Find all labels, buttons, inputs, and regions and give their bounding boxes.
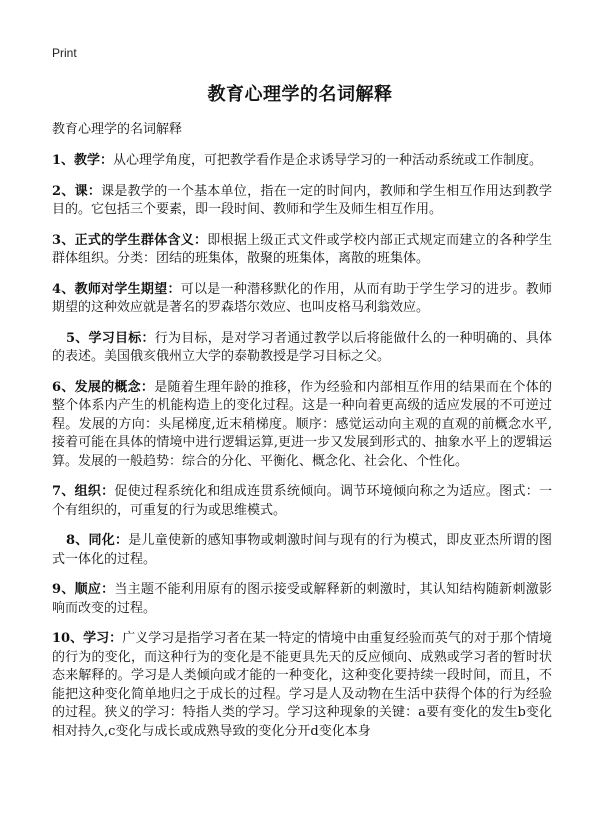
term-teacher-expectation [52, 281, 552, 318]
document-body [52, 120, 552, 753]
term-lead: 2、课： [52, 183, 102, 199]
term-text: 促使过程系统化和组成连贯系统倾向。调节环境倾向称之为适应。图式：一个有组织的，可重复的行为或思维模式。 [52, 484, 552, 518]
term-accommodation [52, 581, 552, 618]
term-teaching [52, 152, 552, 171]
term-text: 从心理学角度，可把教学看作是企求诱导学习的一种活动系统或工作制度。 [113, 153, 543, 168]
term-formal-student-group [52, 232, 552, 269]
term-lead: 9、顺应： [52, 582, 115, 597]
term-lead: 4、教师对学生期望： [52, 281, 181, 297]
print-link[interactable]: Print [52, 46, 77, 60]
term-lead: 8、同化： [66, 533, 129, 548]
term-text: 广义学习是指学习者在某一特定的情境中由重复经验而英气的对于那个情境的行为的变化，而这种行为的变化是不能更具先天的反应倾向、成熟或学习者的暂时状态来解释的。学习是人类倾向或才能的一种变化，这种变化要持续一段时间，而且，不能把这种变化简单地归之于成长的过程。学习是人及动物在生活中获得个体的行为经验的过程。狭义的学习：特指人类的学习。学习这种现象的关键：a要有变化的发生b变化相对持久,c变化与成长或成熟导致的变化分开d变化本身 [52, 631, 552, 739]
term-learning-objective [52, 330, 552, 367]
term-assimilation [52, 532, 552, 569]
document-title: 教育心理学的名词解释 [207, 84, 393, 105]
term-lead: 1、教学： [52, 153, 114, 168]
term-organization [52, 483, 552, 520]
document-subtitle: 教育心理学的名词解释 [52, 122, 183, 137]
term-text: 行为目标，是对学习者通过教学以后将能做什么的一种明确的、具体的表述。美国俄亥俄州立大学的泰勒教授是学习目标之父。 [52, 330, 552, 364]
term-lead: 3、正式的学生群体含义： [52, 232, 208, 248]
term-learning [52, 630, 552, 741]
term-text: 可以是一种潜移默化的作用，从而有助于学生学习的进步。教师期望的这种效应就是著名的罗森塔尔效应、也叫皮格马利翁效应。 [52, 281, 552, 315]
term-lead: 6、发展的概念： [52, 379, 155, 395]
term-text: 课是教学的一个基本单位，指在一定的时间内，教师和学生相互作用达到教学目的。它包括三个要素，即一段时间、教师和学生及师生相互作用。 [52, 183, 552, 217]
term-text: 是儿童使新的感知事物或刺激时间与现有的行为模式，即皮亚杰所谓的图式一体化的过程。 [52, 533, 552, 567]
term-lead: 7、组织： [52, 484, 115, 499]
term-text: 当主题不能利用原有的图示接受或解释新的刺激时，其认知结构随新刺激影响而改变的过程。 [52, 582, 552, 616]
term-text: 是随着生理年龄的推移，作为经验和内部相互作用的结果而在个体的整个体系内产生的机能构造上的变化过程。这是一种向着更高级的适应发展的不可逆过程。发展的方向：头尾梯度,近末稍梯度。顺序：感觉运动向主观的直观的前概念水平,接着可能在具体的情境中进行逻辑运算,更进一步又发展到形式的、抽象水平上的逻辑运算。发展的一般趋势：综合的分化、平衡化、概念化、社会化、个性化。 [52, 379, 552, 469]
term-lead: 5、学习目标： [66, 330, 155, 346]
term-development [52, 379, 552, 472]
term-text: 即根据上级正式文件或学校内部正式规定而建立的各种学生群体组织。分类：团结的班集体，散聚的班集体，离散的班集体。 [52, 232, 552, 266]
term-lesson [52, 183, 552, 220]
term-lead: 10、学习： [52, 631, 123, 646]
